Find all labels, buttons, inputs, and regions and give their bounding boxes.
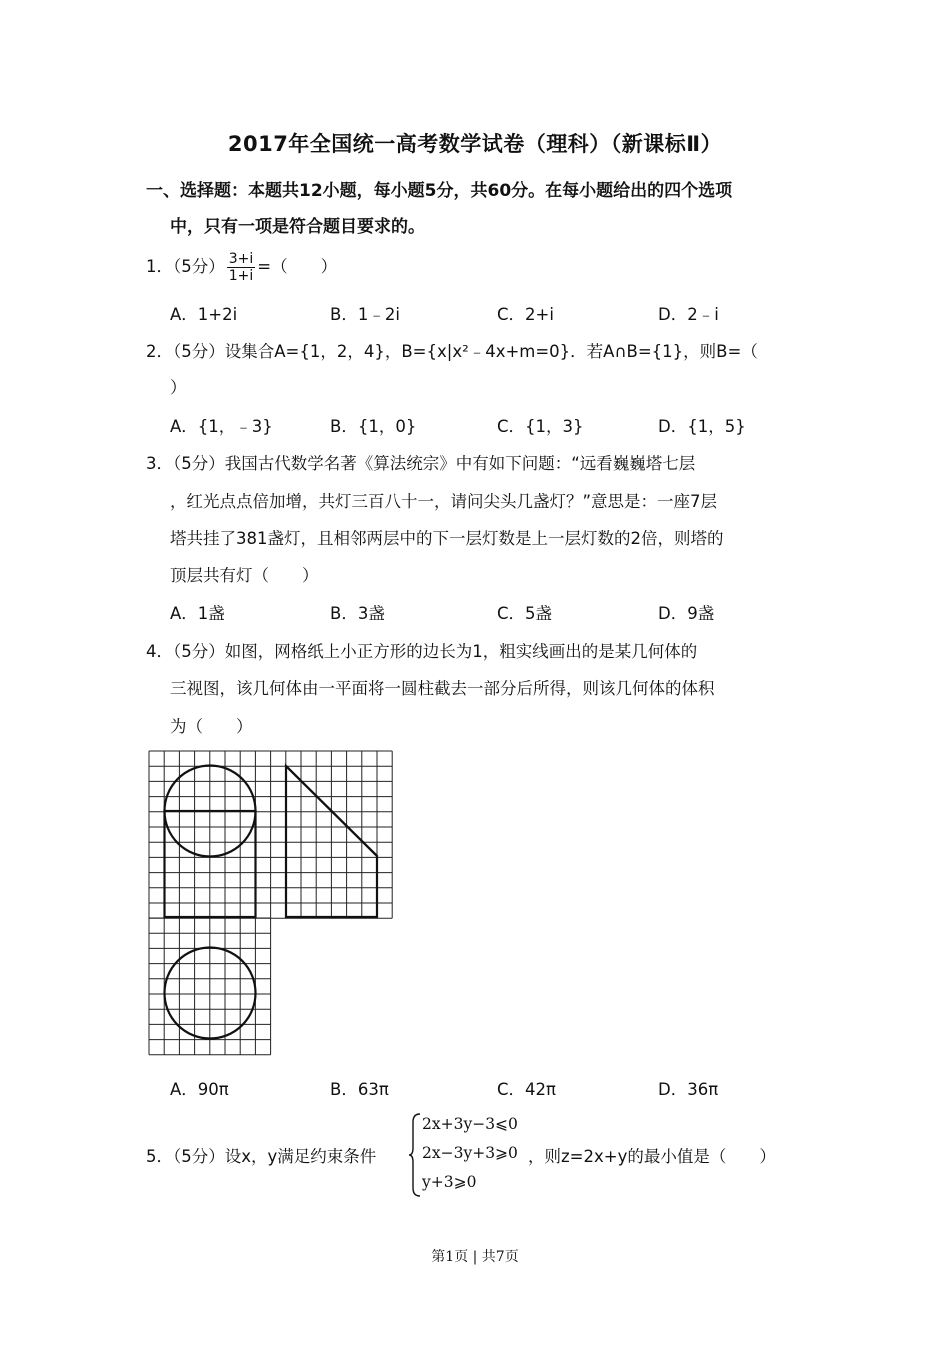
question-3-line-3: 塔共挂了381盏灯，且相邻两层中的下一层灯数是上一层灯数的2倍，则塔的 bbox=[170, 529, 724, 548]
grid-top-view bbox=[149, 918, 271, 1055]
fraction-denominator: 1+i bbox=[228, 268, 254, 284]
section-heading-cont: 中，只有一项是符合题目要求的。 bbox=[170, 217, 425, 237]
constraint-1: 2x+3y−3⩽0 bbox=[422, 1115, 518, 1133]
q3-option-b: B．3盏 bbox=[330, 604, 385, 623]
question-1-fraction bbox=[227, 251, 256, 284]
q1-option-a: A．1+2i bbox=[170, 305, 238, 324]
question-3-line-2: ，红光点点倍加增，共灯三百八十一，请问尖头几盏灯？”意思是：一座7层 bbox=[170, 492, 718, 511]
q1-option-b: B．1﹣2i bbox=[330, 305, 400, 324]
q4-option-a: A．90π bbox=[170, 1080, 229, 1099]
q4-option-c: C．42π bbox=[497, 1080, 556, 1099]
constraint-3: y+3⩾0 bbox=[422, 1173, 477, 1191]
question-4-line-3: 为（ ） bbox=[170, 717, 253, 736]
question-1-suffix: =（ ） bbox=[257, 257, 338, 276]
question-5-prefix: 5．（5分）设x，y满足约束条件 bbox=[146, 1147, 377, 1166]
question-5-suffix: ，则z=2x+y的最小值是（ ） bbox=[528, 1147, 776, 1166]
question-3: 3．（5分）我国古代数学名著《算法统宗》中有如下问题：“远看巍巍塔七层 bbox=[146, 454, 696, 473]
q1-option-c: C．2+i bbox=[497, 305, 554, 324]
q4-option-d: D．36π bbox=[658, 1080, 719, 1099]
constraint-2: 2x−3y+3⩾0 bbox=[422, 1144, 518, 1162]
three-view-figure bbox=[144, 746, 404, 1066]
page-footer: 第1页 | 共7页 bbox=[431, 1249, 519, 1265]
question-3-line-4: 顶层共有灯（ ） bbox=[170, 566, 319, 585]
left-brace bbox=[408, 1112, 422, 1198]
question-4-line-2: 三视图，该几何体由一平面将一圆柱截去一部分后所得，则该几何体的体积 bbox=[170, 679, 715, 698]
q2-option-a: A．{1，﹣3} bbox=[170, 417, 273, 436]
q3-option-d: D．9盏 bbox=[658, 604, 715, 623]
question-4: 4．（5分）如图，网格纸上小正方形的边长为1，粗实线画出的是某几何体的 bbox=[146, 642, 698, 661]
q3-option-a: A．1盏 bbox=[170, 604, 225, 623]
q3-option-c: C．5盏 bbox=[497, 604, 553, 623]
q2-option-b: B．{1，0} bbox=[330, 417, 417, 436]
question-2: 2．（5分）设集合A={1，2，4}，B={x|x²﹣4x+m=0}．若A∩B={1}，则B=（ bbox=[146, 342, 758, 361]
question-1 bbox=[146, 251, 337, 284]
page-title: 2017年全国统一高考数学试卷（理科）（新课标Ⅱ） bbox=[227, 132, 723, 156]
q2-option-c: C．{1，3} bbox=[497, 417, 584, 436]
q2-option-d: D．{1，5} bbox=[658, 417, 746, 436]
question-1-prefix: 1．（5分） bbox=[146, 257, 225, 276]
question-2-cont: ） bbox=[170, 378, 187, 397]
section-heading: 一、选择题：本题共12小题，每小题5分，共60分。在每小题给出的四个选项 bbox=[146, 181, 733, 201]
q1-option-d: D．2﹣i bbox=[658, 305, 719, 324]
fraction-numerator: 3+i bbox=[228, 251, 254, 267]
q4-option-b: B．63π bbox=[330, 1080, 389, 1099]
